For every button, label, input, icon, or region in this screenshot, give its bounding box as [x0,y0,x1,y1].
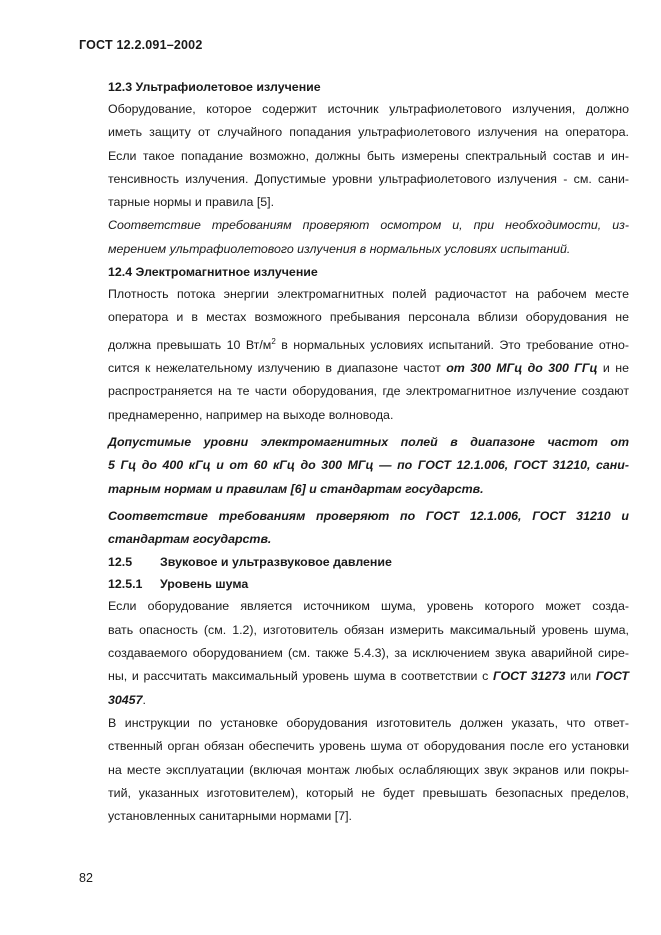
text-line: иметь защиту от случайного попадания ультрафиолетового излучения на оператора. [108,125,629,140]
text-line: преднамеренно, например на выходе волновода. [108,407,394,422]
frequency-range: от 300 МГц до 300 ГГц [446,361,598,376]
text-line: тий, указанных изготовителем), который не будет превышать безопасных пределов, [108,785,629,800]
section-number: 12.5.1 [108,577,143,592]
text-line: тарные нормы и правила [5]. [108,195,275,210]
section-12-4-paragraph-3 [79,505,629,552]
text-fragment: . [142,692,146,707]
text-line [79,689,629,712]
standard-reference: ГОСТ 31273 [493,669,566,684]
text-line: Если такое попадание возможно, должны быть измерены спектральный состав и ин- [108,148,629,163]
section-title: Звуковое и ультразвуковое давление [160,555,392,570]
text-line: Если оборудование является источником шума, уровень которого может созда- [108,599,629,614]
text-line: вать опасность (см. 1.2), изготовитель обязан измерить максимальный уровень шума, [108,622,629,637]
text-line: Допустимые уровни электромагнитных полей в диапазоне частот от [108,434,629,449]
text-fragment: в нормальных условиях испытаний. Это требование отно- [275,337,629,352]
text-line: оператора и в местах возможного пребывания персонала вблизи оборудования не [108,310,629,325]
text-line: создаваемого оборудованием (см. также 5.4.3), за исключением звука аварийной сире- [108,646,629,661]
section-12-3-paragraph-1 [79,98,629,214]
text-line: Соответствие требованиям проверяют осмотром и, при необходимости, из- [108,218,629,233]
text-fragment: ны, и рассчитать максимальный уровень шума в соответствии с [108,669,494,684]
text-line: Соответствие требованиям проверяют по ГОСТ 12.1.006, ГОСТ 31210 и [108,508,629,523]
text-line: установленных санитарными нормами [7]. [108,809,352,824]
standard-reference: ГОСТ [595,669,629,684]
text-line: 5 Гц до 400 кГц и от 60 кГц до 300 МГц — по ГОСТ 12.1.006, ГОСТ 31210, сани- [108,458,629,473]
section-title: Уровень шума [160,577,249,592]
text-line [79,665,629,688]
section-12-5-1-paragraph-2 [79,712,629,828]
text-line: стандартам государств. [108,532,272,547]
text-line: ственный орган обязан обеспечить уровень шума от оборудования после его установки [108,739,629,754]
text-line: тарным нормам и правилам [6] и стандартам государств. [108,481,484,496]
section-number: 12.5 [108,555,133,570]
text-line [79,357,629,380]
section-12-4-paragraph-2 [79,431,629,501]
section-12-3-paragraph-2 [79,214,629,261]
text-line: Оборудование, которое содержит источник ультрафиолетового излучения, должно [108,102,629,116]
text-fragment: должна превышать 10 Вт/м [108,337,272,352]
text-line: на месте эксплуатации (включая монтаж любых ослабляющих звук экранов или покры- [108,762,629,777]
text-fragment: или [565,669,596,684]
text-line: В инструкции по установке оборудования изготовитель должен указать, что ответ- [108,715,629,730]
section-12-5-1-paragraph-1 [79,595,629,711]
section-12-4-heading: 12.4 Электромагнитное излучение [108,265,318,280]
section-12-3-heading: 12.3 Ультрафиолетовое излучение [108,80,321,94]
standard-reference: 30457 [108,692,143,707]
section-12-5-heading [79,551,629,573]
text-line [79,330,629,357]
text-fragment: сится к нежелательному излучению в диапазоне частот [108,361,447,376]
text-fragment: и не [597,361,629,376]
page-content [79,76,629,828]
text-line: Плотность потока энергии электромагнитных полей радиочастот на рабочем месте [108,287,629,302]
section-12-5-1-heading [79,573,629,595]
text-line: тенсивность излучения. Допустимые уровни ультрафиолетового излучения - см. сани- [108,171,629,186]
document-header: ГОСТ 12.2.091–2002 [79,38,203,52]
superscript: 2 [271,336,276,346]
section-12-4-paragraph-1 [79,283,629,427]
page-number: 82 [79,871,93,885]
text-line: распространяется на те части оборудования, где электромагнитное излучение создают [108,384,629,399]
text-line: мерением ультрафиолетового излучения в нормальных условиях испытаний. [108,241,571,256]
